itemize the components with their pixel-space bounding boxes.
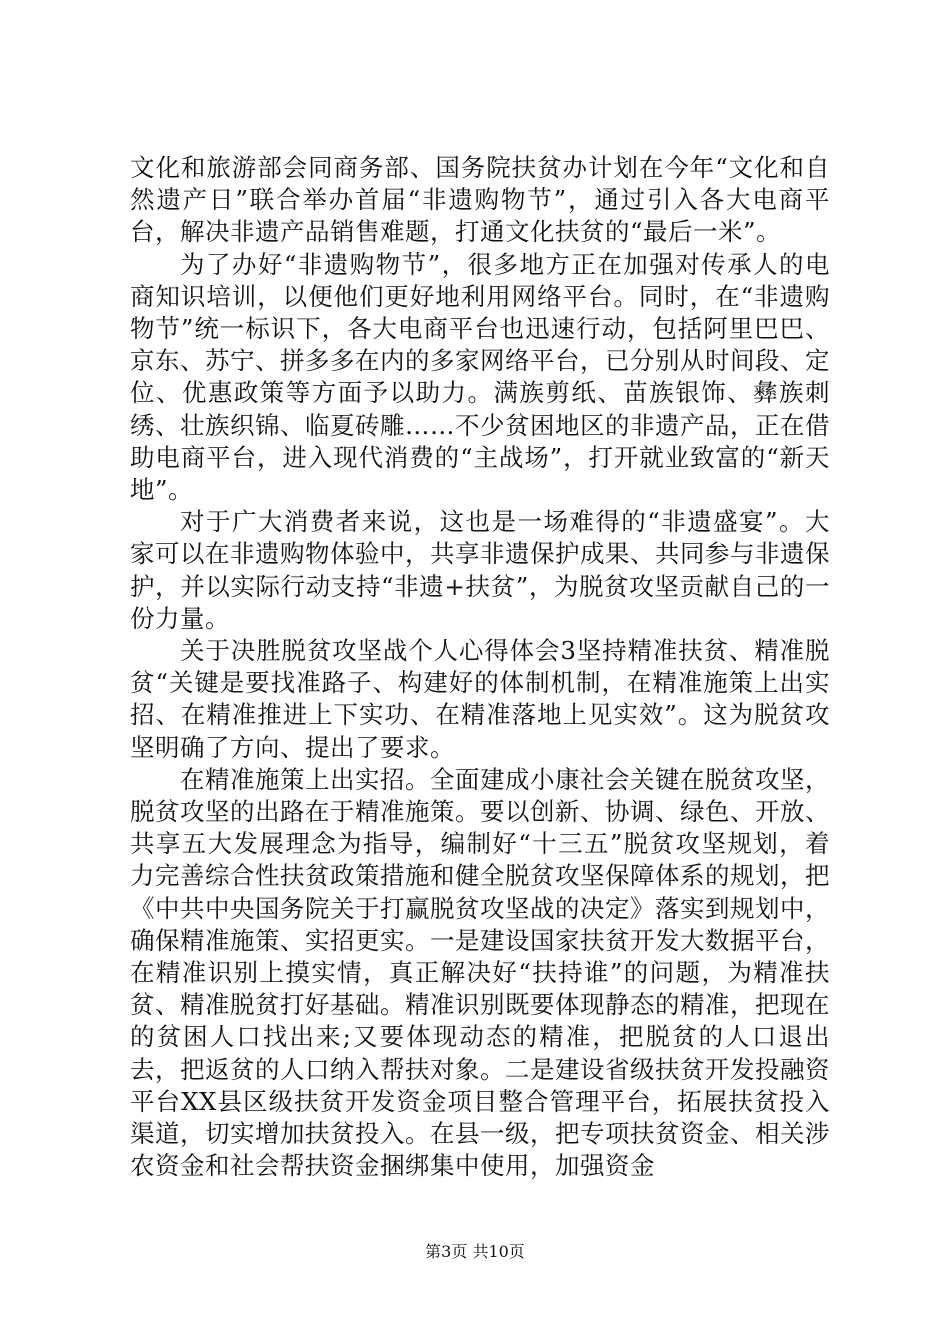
paragraph-1: 文化和旅游部会同商务部、国务院扶贫办计划在今年“文化和自然遗产日”联合举办首届“非遗购物节”，通过引入各大电商平台，解决非遗产品销售难题，打通文化扶贫的“最后一米”。 xyxy=(130,153,830,247)
paragraph-2: 为了办好“非遗购物节”，很多地方正在加强对传承人的电商知识培训，以便他们更好地利用网络平台。同时，在“非遗购物节”统一标识下，各大电商平台也迅速行动，包括阿里巴巴、京东、苏宁、拼多多在内的多家网络平台，已分别从时间段、定位、优惠政策等方面予以助力。满族剪纸、苗族银饰、彝族刺绣、壮族织锦、临夏砖雕……不少贫困地区的非遗产品，正在借助电商平台，进入现代消费的“主战场”，打开就业致富的“新天地”。 xyxy=(130,249,830,505)
paragraph-4: 关于决胜脱贫攻坚战个人心得体会3坚持精准扶贫、精准脱贫“关键是要找准路子、构建好的体制机制，在精准施策上出实招、在精准推进上下实功、在精准落地上见实效”。这为脱贫攻坚明确了方向、提出了要求。 xyxy=(130,636,830,762)
page-footer: 第3页 共10页 xyxy=(425,1242,525,1261)
paragraph-5: 在精准施策上出实招。全面建成小康社会关键在脱贫攻坚，脱贫攻坚的出路在于精准施策。要以创新、协调、绿色、开放、共享五大发展理念为指导，编制好“十三五”脱贫攻坚规划，着力完善综合性扶贫政策措施和健全脱贫攻坚保障体系的规划，把《中共中央国务院关于打赢脱贫攻坚战的决定》落实到规划中，确保精准施策、实招更实。一是建设国家扶贫开发大数据平台，在精准识别上摸实情，真正解决好“扶持谁”的问题，为精准扶贫、精准脱贫打好基础。精准识别既要体现静态的精准，把现在的贫困人口找出来;又要体现动态的精准，把脱贫的人口退出去，把返贫的人口纳入帮扶对象。二是建设省级扶贫开发投融资平台XX县区级扶贫开发资金项目整合管理平台，拓展扶贫投入渠道，切实增加扶贫投入。在县一级，把专项扶贫资金、相关涉农资金和社会帮扶资金捆绑集中使用，加强资金 xyxy=(130,764,830,1181)
document-body xyxy=(130,152,830,1183)
paragraph-3: 对于广大消费者来说，这也是一场难得的“非遗盛宴”。大家可以在非遗购物体验中，共享非遗保护成果、共同参与非遗保护，并以实际行动支持“非遗+扶贫”，为脱贫攻坚贡献自己的一份力量。 xyxy=(130,507,830,633)
